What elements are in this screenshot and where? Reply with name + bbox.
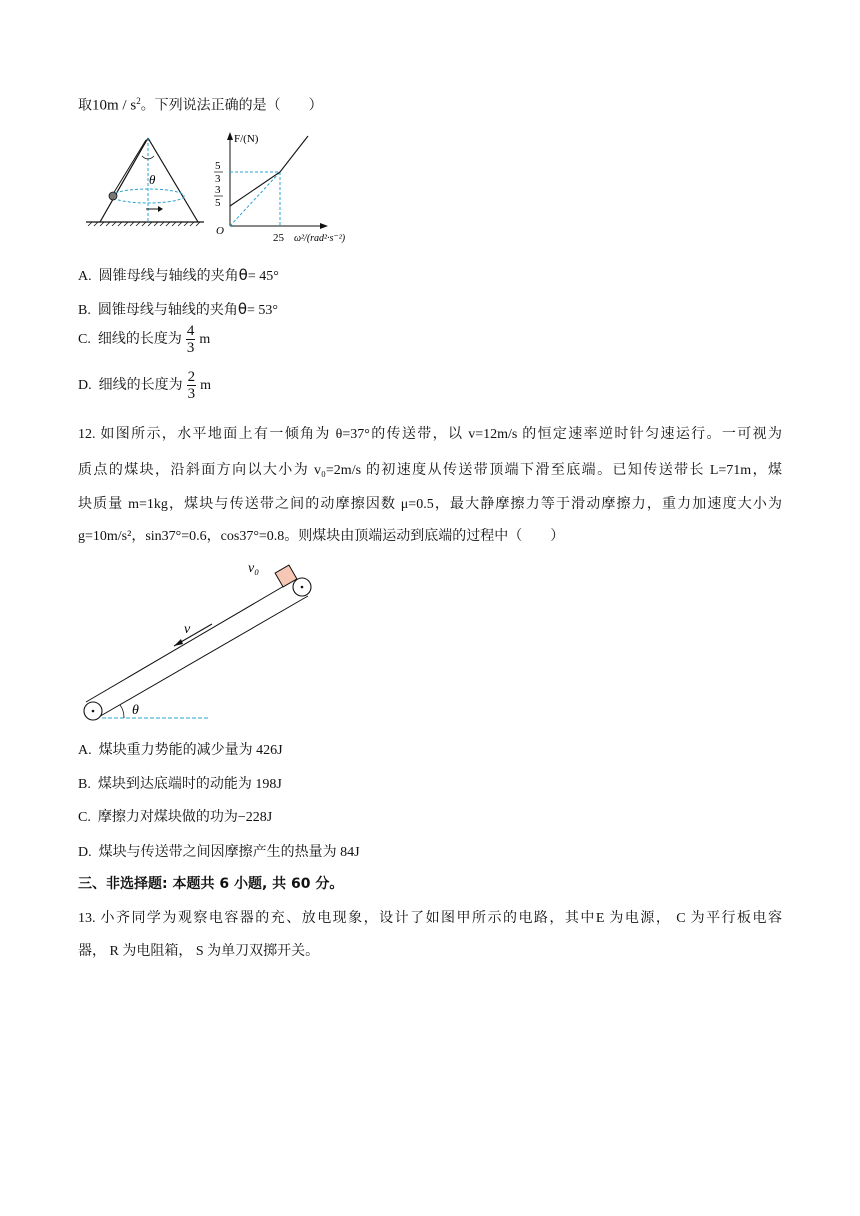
fraction-denominator: 3	[186, 340, 195, 357]
q12-figure	[78, 558, 328, 726]
q12-option-a[interactable]	[78, 741, 283, 761]
q11-x-tick: 25	[273, 232, 284, 244]
q11-ytick-top-num: 5	[215, 160, 221, 172]
q12-stem-line-4: g=10m/s²，sin37°=0.6，cos37°=0.8。则煤块由顶端运动到底端的过程中（ ）	[78, 529, 565, 544]
q11-ytick-bot-num: 3	[215, 184, 221, 196]
q13-stem-line-2: 器， R 为电阻箱， S 为单刀双掷开关。	[78, 944, 320, 959]
option-letter: B.	[78, 303, 91, 318]
option-letter: D.	[78, 845, 92, 860]
q11-stem-tail	[78, 91, 323, 117]
option-value: = 53°	[247, 303, 279, 318]
q12-v-label: v	[184, 622, 191, 637]
q11-x-axis-label: ω²/(rad²·s⁻²)	[294, 233, 346, 244]
option-text: 煤块与传送带之间因摩擦产生的热量为 84J	[98, 845, 360, 860]
q12-option-c[interactable]	[78, 808, 272, 828]
fraction-denominator: 3	[187, 386, 196, 403]
option-letter: D.	[78, 378, 92, 393]
q13-stem-line-1: 13. 小齐同学为观察电容器的充、放电现象，设计了如图甲所示的电路，其中E 为电源， C 为平行板电容	[78, 911, 782, 926]
option-letter: C.	[78, 810, 91, 825]
q11-option-d[interactable]	[78, 367, 211, 405]
option-letter: A.	[78, 743, 92, 758]
q12-option-b[interactable]	[78, 775, 282, 795]
fraction-numerator: 4	[186, 323, 195, 340]
q12-option-d[interactable]	[78, 843, 360, 863]
q11-ytick-bot-den: 5	[215, 197, 221, 209]
option-text: 细线的长度为	[97, 332, 182, 347]
option-text: 圆锥母线与轴线的夹角	[98, 269, 239, 284]
option-symbol: θ	[237, 300, 248, 318]
fraction-numerator: 2	[187, 369, 196, 386]
fraction	[187, 369, 197, 402]
q11-option-c[interactable]	[78, 321, 210, 359]
q11-gvalue: 10m / s	[92, 97, 137, 114]
option-letter: A.	[78, 269, 92, 284]
option-text: 煤块重力势能的减少量为 426J	[98, 743, 283, 758]
option-value: = 45°	[247, 269, 279, 284]
q11-sup: 2	[136, 96, 141, 106]
q12-v0-label: v₀	[248, 561, 260, 576]
option-unit: m	[200, 378, 212, 393]
q12-stem-line-2: 质点的煤块，沿斜面方向以大小为 v₀=2m/s 的初速度从传送带顶端下滑至底端。已知传送带长 L=71m，煤	[78, 463, 782, 478]
q11-origin: O	[216, 225, 224, 237]
q12-stem-line-3: 块质量 m=1kg，煤块与传送带之间的动摩擦因数 μ=0.5，最大静摩擦力等于滑动摩擦力，重力加速度大小为	[78, 497, 782, 512]
option-text: 圆锥母线与轴线的夹角	[97, 303, 238, 318]
q11-cone-theta: θ	[149, 172, 156, 187]
option-letter: B.	[78, 777, 91, 792]
option-letter: C.	[78, 332, 91, 347]
q11-option-a[interactable]	[78, 265, 279, 287]
q12-theta-label: θ	[132, 703, 139, 718]
q11-prefix: 取	[78, 98, 92, 114]
q11-ytick-top-den: 3	[215, 173, 221, 185]
q11-suffix: 。下列说法正确的是（ ）	[140, 98, 323, 114]
option-text: 煤块到达底端时的动能为 198J	[97, 777, 282, 792]
fraction	[186, 323, 196, 356]
option-unit: m	[199, 332, 211, 347]
q11-y-axis-label: F/(N)	[234, 133, 259, 145]
q12-stem-line-1: 12. 如图所示，水平地面上有一倾角为 θ=37°的传送带，以 v=12m/s 的恒定速率逆时针匀速运行。一可视为	[78, 427, 782, 442]
q11-option-b[interactable]	[78, 299, 278, 321]
option-symbol: θ	[238, 266, 248, 284]
section-header: 三、非选择题: 本题共 6 小题, 共 60 分。	[78, 876, 344, 892]
option-text: 摩擦力对煤块做的功为−228J	[97, 810, 273, 825]
q11-figure	[80, 126, 370, 248]
option-text: 细线的长度为	[98, 378, 183, 393]
